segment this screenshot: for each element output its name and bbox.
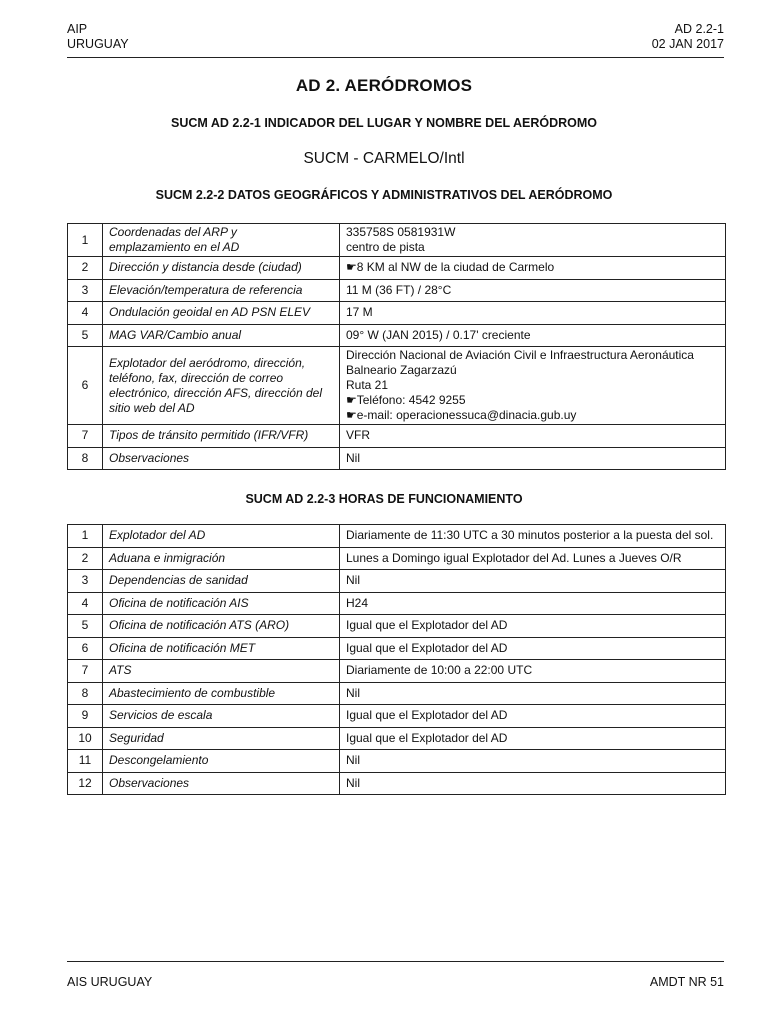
row-number: 8 [68,682,103,705]
value-line: centro de pista [346,240,425,254]
row-value [340,447,726,470]
table-row [68,750,726,773]
table-row [68,705,726,728]
table-row [68,772,726,795]
table-row [68,727,726,750]
row-description: Oficina de notificación ATS (ARO) [103,615,340,638]
row-description: Abastecimiento de combustible [103,682,340,705]
header-page-ref: AD 2.2-1 [674,22,724,36]
row-number: 3 [68,570,103,593]
row-value [340,347,726,425]
header-publication: AIP [67,22,88,36]
footer-amendment: AMDT NR 51 [649,975,724,989]
row-number: 1 [68,224,103,257]
table-row [68,279,726,302]
operating-hours-table [67,524,726,795]
table-row [68,615,726,638]
table-row [68,637,726,660]
page-footer [67,961,724,989]
row-value: Nil [340,682,726,705]
table-row [68,570,726,593]
row-description [103,425,340,448]
row-number: 6 [68,637,103,660]
table-row [68,347,726,425]
row-value: Igual que el Explotador del AD [340,727,726,750]
row-description [103,302,340,325]
row-number: 3 [68,279,103,302]
row-value [340,257,726,280]
row-value [340,302,726,325]
value-line: VFR [346,428,370,443]
value-line: Balneario Zagarzazú [346,363,457,377]
row-number: 10 [68,727,103,750]
description-line: teléfono, fax, dirección de correo [109,370,284,385]
table-row [68,525,726,548]
row-value [340,324,726,347]
description-line: Elevación/temperatura de referencia [109,282,303,297]
row-value: H24 [340,592,726,615]
row-description [103,279,340,302]
description-line: MAG VAR/Cambio anual [109,327,242,342]
row-value: Nil [340,570,726,593]
row-value [340,279,726,302]
footer-left: AIS URUGUAY [67,975,153,989]
header-date: 02 JAN 2017 [651,37,724,51]
value-line: ☛8 KM al NW de la ciudad de Carmelo [346,260,555,275]
header-right [652,22,724,52]
section-title-hours: SUCM AD 2.2-3 HORAS DE FUNCIONAMIENTO [245,492,523,506]
row-description: Descongelamiento [103,750,340,773]
row-description [103,224,340,257]
row-value [340,425,726,448]
row-number: 5 [68,615,103,638]
row-description: Aduana e inmigración [103,547,340,570]
table-row [68,660,726,683]
row-number: 7 [68,425,103,448]
value-line: ☛Teléfono: 4542 9255 [346,393,466,407]
table-row [68,302,726,325]
row-description [103,257,340,280]
row-number: 2 [68,547,103,570]
row-value: Nil [340,772,726,795]
row-number: 1 [68,525,103,548]
row-number: 4 [68,592,103,615]
row-description [103,324,340,347]
table-row [68,547,726,570]
row-description: Oficina de notificación MET [103,637,340,660]
row-description [103,447,340,470]
row-number: 6 [68,347,103,425]
table-row [68,447,726,470]
description-line: Dirección y distancia desde (ciudad) [109,260,302,275]
aerodrome-name: SUCM - CARMELO/Intl [303,150,465,167]
value-line: 11 M (36 FT) / 28°C [346,282,452,297]
row-value: Igual que el Explotador del AD [340,637,726,660]
row-description [103,347,340,425]
row-value: Diariamente de 11:30 UTC a 30 minutos posterior a la puesta del sol. [340,525,726,548]
description-line: Explotador del aeródromo, dirección, [109,355,306,370]
table-row [68,592,726,615]
row-description: ATS [103,660,340,683]
row-description: Seguridad [103,727,340,750]
row-number: 9 [68,705,103,728]
row-description: Servicios de escala [103,705,340,728]
description-line: emplazamiento en el AD [109,240,240,254]
value-line: Dirección Nacional de Aviación Civil e Infraestructura Aeronáutica [346,348,694,362]
value-line: ☛e-mail: operacionessuca@dinacia.gub.uy [346,408,577,422]
row-number: 5 [68,324,103,347]
header-country: URUGUAY [67,37,129,51]
row-value [340,224,726,257]
row-value: Nil [340,750,726,773]
table-row [68,224,726,257]
description-line: sitio web del AD [109,400,195,415]
value-line: 17 M [346,305,373,320]
value-line: 09° W (JAN 2015) / 0.17' creciente [346,327,531,342]
table-row [68,425,726,448]
description-line: Coordenadas del ARP y [109,225,237,239]
row-number: 11 [68,750,103,773]
value-line: Nil [346,450,360,465]
row-description: Observaciones [103,772,340,795]
row-number: 12 [68,772,103,795]
row-value: Igual que el Explotador del AD [340,705,726,728]
row-number: 4 [68,302,103,325]
row-number: 7 [68,660,103,683]
row-description: Explotador del AD [103,525,340,548]
description-line: Ondulación geoidal en AD PSN ELEV [109,305,311,320]
table-row [68,324,726,347]
page-title: AD 2. AERÓDROMOS [295,76,473,95]
value-line: 335758S 0581931W [346,225,456,239]
value-line: Ruta 21 [346,378,389,392]
row-description: Oficina de notificación AIS [103,592,340,615]
section-title-geographic: SUCM 2.2-2 DATOS GEOGRÁFICOS Y ADMINISTRATIVOS DEL AERÓDROMO [155,188,613,202]
row-description: Dependencias de sanidad [103,570,340,593]
table-row [68,682,726,705]
geographic-data-table [67,223,726,470]
table-row [68,257,726,280]
description-line: electrónico, dirección AFS, dirección del [109,385,322,400]
section-title-location: SUCM AD 2.2-1 INDICADOR DEL LUGAR Y NOMBRE DEL AERÓDROMO [171,116,597,130]
description-line: Tipos de tránsito permitido (IFR/VFR) [109,428,309,443]
row-number: 2 [68,257,103,280]
row-number: 8 [68,447,103,470]
row-value: Lunes a Domingo igual Explotador del Ad. Lunes a Jueves O/R [340,547,726,570]
row-value: Diariamente de 10:00 a 22:00 UTC [340,660,726,683]
page-header [67,22,724,58]
row-value: Igual que el Explotador del AD [340,615,726,638]
header-left [67,22,129,52]
description-line: Observaciones [109,450,190,465]
